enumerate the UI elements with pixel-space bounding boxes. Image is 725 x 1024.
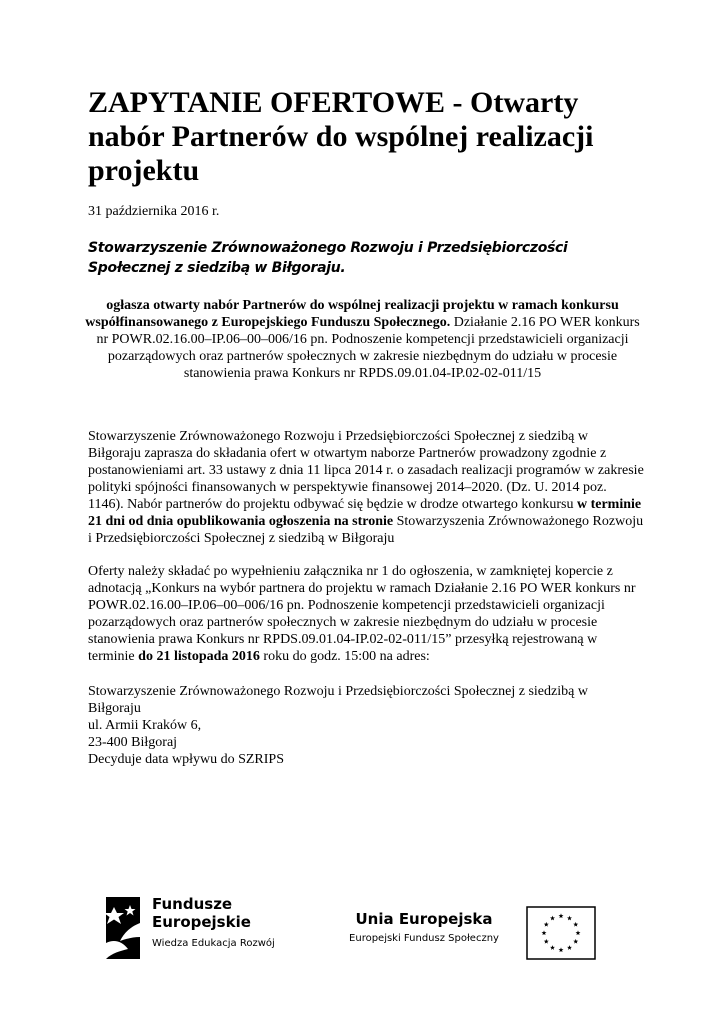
paragraph-submission <box>88 563 644 665</box>
organization-name: Stowarzyszenie Zrównoważonego Rozwoju i Przedsiębiorczości Społecznej z siedzibą w Biłgoraju. <box>88 240 568 276</box>
paragraph-submission-end: roku do godz. 15:00 na adres: <box>259 649 430 664</box>
european-funds-star-icon <box>100 893 146 963</box>
address-org: Stowarzyszenie Zrównoważonego Rozwoju i Przedsiębiorczości Społecznej z siedzibą w Biłgoraju <box>88 684 588 716</box>
address-block <box>88 683 644 768</box>
announcement-bold: ogłasza otwarty nabór Partnerów do wspólnej realizacji projektu w ramach konkursu współfinansowanego z Europejskiego Funduszu Społecznego. <box>85 298 619 330</box>
fe-logo-line3: Wiedza Edukacja Rozwój <box>152 938 275 949</box>
fe-logo-line2: Europejskie <box>152 913 251 931</box>
announcement <box>80 297 645 382</box>
announcement-text: Działanie 2.16 PO WER konkurs nr POWR.02.16.00–IP.06–00–006/16 pn. Podnoszenie kompetencji przedstawicieli organizacji pozarządowych oraz partnerów społecznych w zakresie niezbędnym do udziału w procesie stanowienia prawa Konkurs nr RPDS.09.01.04-IP.02-02-011/15 <box>96 315 640 381</box>
address-city: 23-400 Biłgoraj <box>88 735 178 750</box>
paragraph-submission-deadline: do 21 listopada 2016 <box>138 649 260 664</box>
paragraph-invitation-end: Stowarzyszenia Zrównoważonego Rozwoju i Przedsiębiorczości Społecznej z siedzibą w Biłgoraju <box>88 514 644 546</box>
paragraph-invitation-text: Stowarzyszenie Zrównoważonego Rozwoju i Przedsiębiorczości Społecznej z siedzibą w Biłgoraju zaprasza do składania ofert w otwartym naborze Partnerów prowadzony zgodnie z postanowieniami art. 33 ustawy z dnia 11 lipca 2014 r. o zasadach realizacji programów w zakresie polityki spójności finansowanych w perspektywie finansowej 2014–2020. (Dz. U. 2014 poz. 1146). Nabór partnerów do projektu odbywać się będzie w drodze otwartego konkursu <box>88 429 644 512</box>
european-funds-logo <box>100 893 300 963</box>
fe-logo-line1: Fundusze <box>152 895 233 913</box>
paragraph-submission-text: Oferty należy składać po wypełnieniu załącznika nr 1 do ogłoszenia, w zamkniętej kopercie z adnotacją „Konkurs na wybór partnera do projektu w ramach Działanie 2.16 PO WER konkurs nr POWR.02.16.00–IP.06–00–006/16 pn. Podnoszenie kompetencji przedstawicieli organizacji pozarządowych oraz partnerów społecznych w zakresie niezbędnym do udziału w procesie stanowienia prawa Konkurs nr RPDS.09.01.04-IP.02-02-011/15” przesyłką rejestrowaną w terminie <box>88 564 636 664</box>
ue-logo-subtitle: Europejski Fundusz Społeczny <box>349 933 499 944</box>
ue-logo-title: Unia Europejska <box>355 910 493 928</box>
address-note: Decyduje data wpływu do SZRIPS <box>88 752 284 767</box>
eu-flag-icon <box>526 906 596 960</box>
address-street: ul. Armii Kraków 6, <box>88 718 202 733</box>
paragraph-invitation <box>88 428 644 547</box>
european-union-logo <box>338 906 598 964</box>
paragraph-invitation-deadline: w terminie 21 dni od dnia opublikowania ogłoszenia na stronie <box>88 497 642 529</box>
document-title: ZAPYTANIE OFERTOWE - Otwarty nabór Partnerów do wspólnej realizacji projektu <box>88 86 594 187</box>
document-date: 31 października 2016 r. <box>88 204 220 219</box>
